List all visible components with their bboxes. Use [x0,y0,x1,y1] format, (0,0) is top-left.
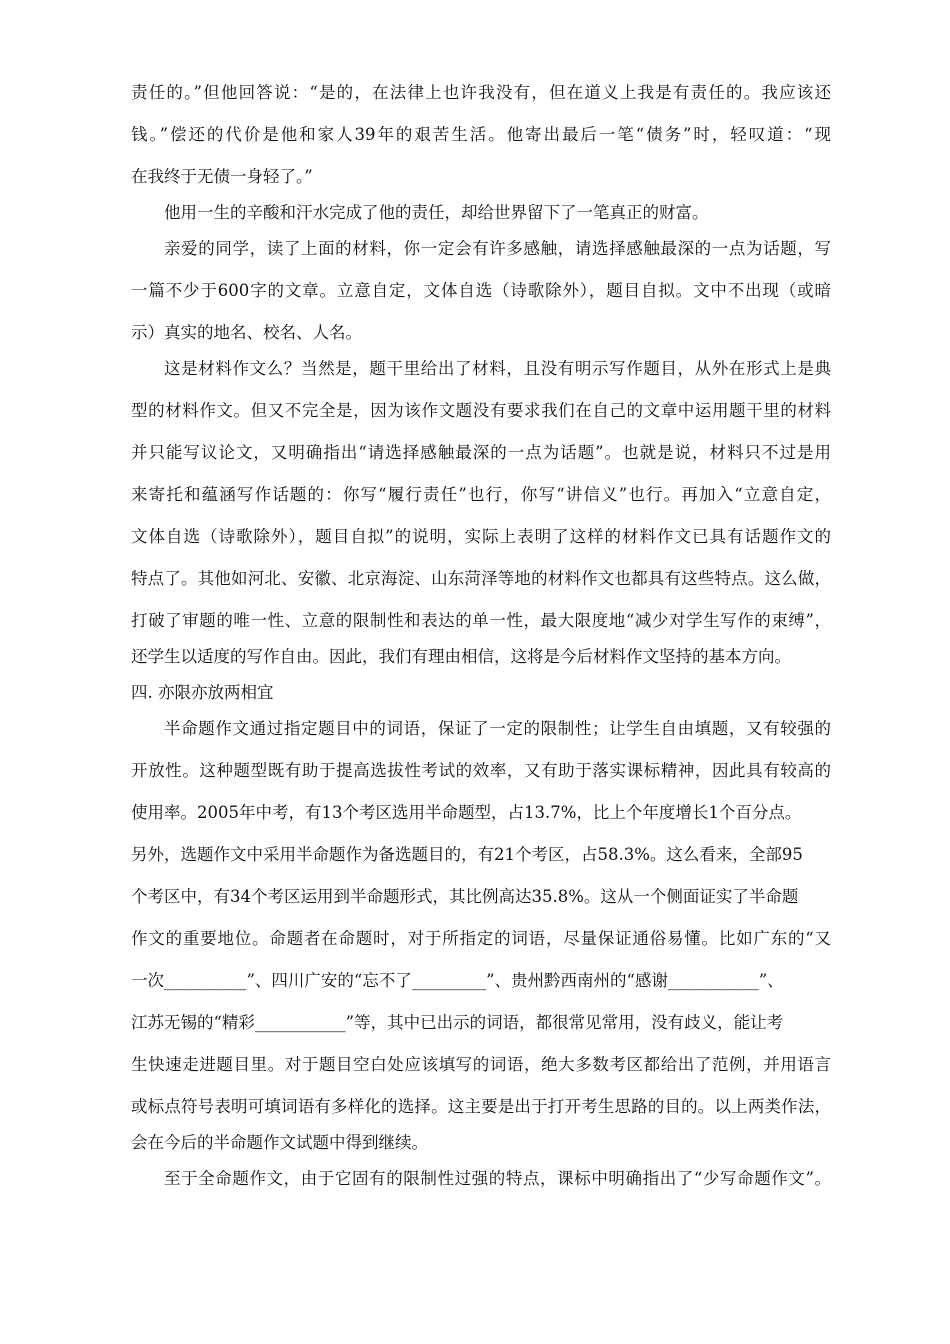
paragraph-line: 或标点符号表明可填词语有多样化的选择。这主要是出于打开考生思路的目的。以上两类作法， [131,1097,831,1116]
paragraph-line: 作文的重要地位。命题者在命题时，对于所指定的词语，尽量保证通俗易懂。比如广东的“又 [131,929,831,948]
paragraph-line: 钱。”偿还的代价是他和家人39年的艰苦生活。他寄出最后一笔“债务”时，轻叹道：“现 [131,125,831,144]
paragraph-line: 个考区中，有34个考区运用到半命题形式，其比例高达35.8%。这从一个侧面证实了半命题 [131,887,799,906]
paragraph-line: 打破了审题的唯一性、立意的限制性和表达的单一性，最大限度地“减少对学生写作的束缚”， [131,611,831,630]
paragraph-line: 在我终于无债一身轻了。” [131,167,313,186]
paragraph-line: 型的材料作文。但又不完全是，因为该作文题没有要求我们在自己的文章中运用题干里的材料 [131,401,831,420]
paragraph-line: 还学生以适度的写作自由。因此，我们有理由相信，这将是今后材料作文坚持的基本方向。 [131,647,791,666]
paragraph-line: 使用率。2005年中考，有13个考区选用半命题型，占13.7%，比上个年度增长1个百分点。 [131,803,802,822]
paragraph-line: 示）真实的地名、校名、人名。 [131,323,362,342]
paragraph-line: 半命题作文通过指定题目中的词语，保证了一定的限制性；让学生自由填题，又有较强的 [164,719,831,738]
paragraph-line: 来寄托和蕴涵写作话题的：你写“履行责任”也行，你写“讲信义”也行。再加入“立意自定， [131,485,831,504]
section-heading: 四. 亦限亦放两相宜 [131,683,274,702]
paragraph-line: 另外，选题作文中采用半命题作为备选题目的，有21个考区，占58.3%。这么看来，全部95 [131,845,803,864]
paragraph-line: 一次__________”、四川广安的“忘不了_________”、贵州黔西南州的“感谢___________”、 [131,971,784,990]
paragraph-line: 开放性。这种题型既有助于提高选拔性考试的效率，又有助于落实课标精神，因此具有较高的 [131,761,831,780]
paragraph-line: 一篇不少于600字的文章。立意自定，文体自选（诗歌除外），题目自拟。文中不出现（或暗 [131,281,831,300]
paragraph-line: 文体自选（诗歌除外），题目自拟”的说明，实际上表明了这样的材料作文已具有话题作文的 [131,527,831,546]
paragraph-line: 责任的。”但他回答说：“是的，在法律上也许我没有，但在道义上我是有责任的。我应该还 [131,83,831,102]
paragraph-line: 至于全命题作文，由于它固有的限制性过强的特点，课标中明确指出了“少写命题作文”。 [164,1169,831,1188]
paragraph-line: 他用一生的辛酸和汗水完成了他的责任，却给世界留下了一笔真正的财富。 [164,203,709,222]
paragraph-line: 亲爱的同学，读了上面的材料，你一定会有许多感触，请选择感触最深的一点为话题，写 [164,239,831,258]
paragraph-line: 生快速走进题目里。对于题目空白处应该填写的词语，绝大多数考区都给出了范例，并用语言 [131,1055,831,1074]
paragraph-line: 并只能写议论文，又明确指出“请选择感触最深的一点为话题”。也就是说，材料只不过是用 [131,443,831,462]
paragraph-line: 特点了。其他如河北、安徽、北京海淀、山东菏泽等地的材料作文也都具有这些特点。这么做， [131,569,831,588]
paragraph-line: 江苏无锡的“精彩___________”等，其中已出示的词语，都很常见常用，没有歧义，能让考 [131,1013,784,1032]
paragraph-line: 这是材料作文么？当然是，题干里给出了材料，且没有明示写作题目，从外在形式上是典 [164,359,831,378]
paragraph-line: 会在今后的半命题作文试题中得到继续。 [131,1133,428,1152]
